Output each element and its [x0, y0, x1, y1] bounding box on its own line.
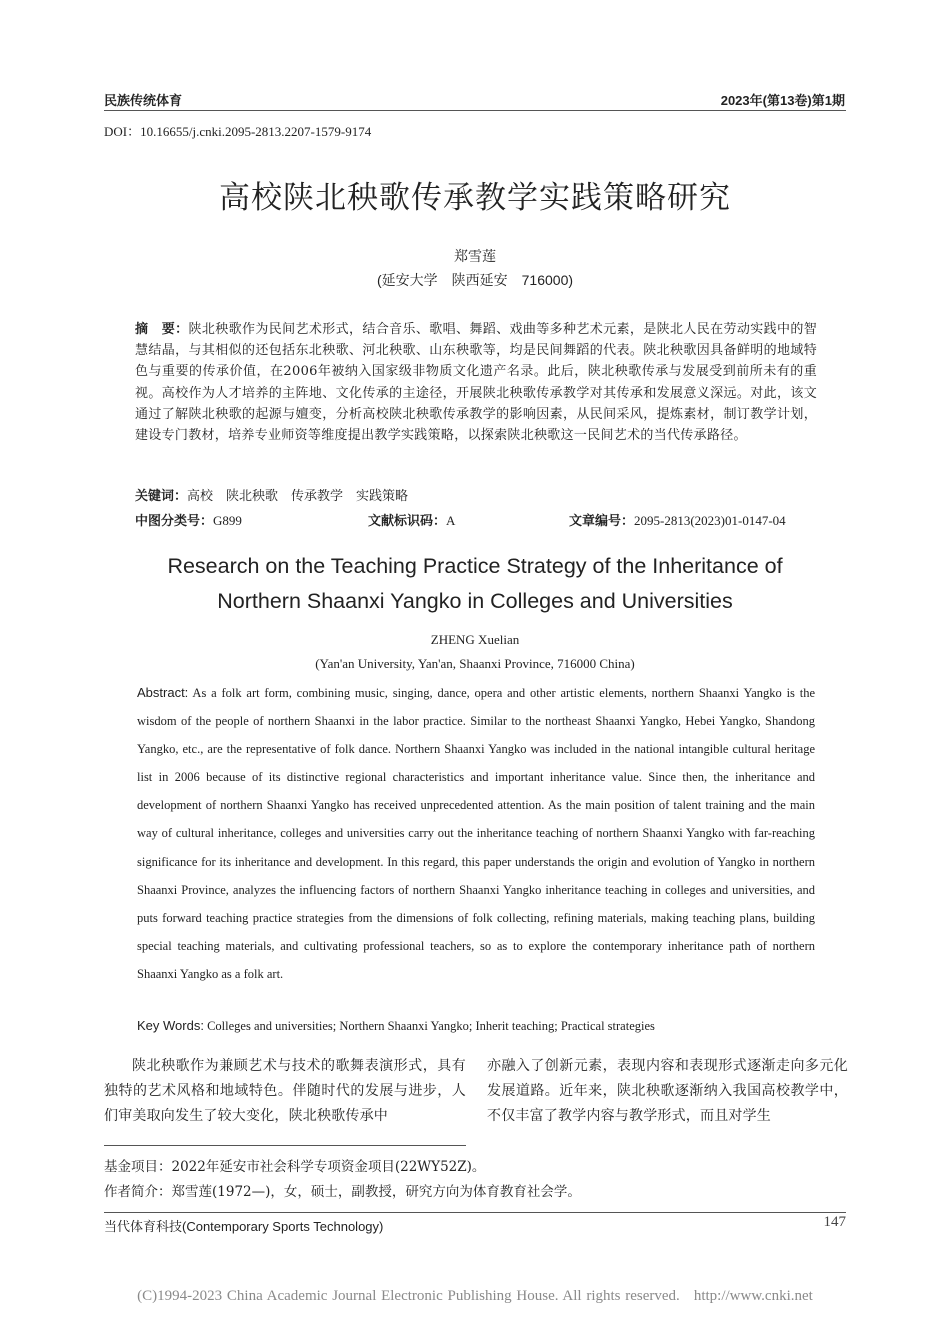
doi: DOI：10.16655/j.cnki.2095-2813.2207-1579-9174	[104, 124, 372, 139]
keywords-en-label: Key Words:	[137, 1018, 204, 1033]
author-bio-footnote: 作者简介：郑雪莲(1972—)，女，硕士，副教授，研究方向为体育教育社会学。	[104, 1184, 581, 1200]
fund-footnote: 基金项目：2022年延安市社会科学专项资金项目(22WY52Z)。	[104, 1159, 486, 1175]
keywords-zh-text: 高校 陕北秧歌 传承教学 实践策略	[187, 489, 409, 504]
affiliation-postcode: 716000	[521, 272, 569, 288]
header-rule	[104, 110, 846, 111]
abstract-zh-text: 陕北秧歌作为民间艺术形式，结合音乐、歌唱、舞蹈、戏曲等多种艺术元素，是陕北人民在劳动实践中的智慧结晶，与其相似的还包括东北秧歌、河北秧歌、山东秧歌等，均是民间舞蹈的代表。陕北秧歌因具备鲜明的地域特色与重要的传承价值，在2006年被纳入国家级非物质文化遗产名录。此后，陕北秧歌传承与发展受到前所未有的重视。高校作为人才培养的主阵地、文化传承的主途径，开展陕北秧歌传承教学对其传承和发展意义深远。对此，该文通过了解陕北秧歌的起源与嬗变，分析高校陕北秧歌传承教学的影响因素，从民间采风，提炼素材，制订教学计划，建设专门教材，培养专业师资等维度提出教学实践策略，以探索陕北秧歌这一民间艺术的当代传承路径。	[135, 322, 817, 444]
clc-number: 中图分类号：G899	[135, 513, 242, 528]
copyright-text: (C)1994-2023 China Academic Journal Electronic Publishing House. All rights reserved.	[137, 1288, 680, 1304]
abstract-en	[137, 679, 815, 988]
footer-journal: 当代体育科技(Contemporary Sports Technology)	[104, 1219, 384, 1234]
journal-name: 民族传统体育	[104, 93, 183, 108]
affiliation-en: (Yan'an University, Yan'an, Shaanxi Province, 716000 China)	[315, 656, 635, 671]
affiliation-institution: 延安大学	[381, 272, 438, 288]
page-number: 147	[823, 1214, 846, 1230]
body-column-right: 亦融入了创新元素，表现内容和表现形式逐渐走向多元化发展道路。近年来，陕北秧歌逐渐纳入我国高校教学中，不仅丰富了教学内容与教学形式，而且对学生	[487, 1058, 848, 1124]
affiliation-close: )	[568, 272, 574, 288]
author-zh: 郑雪莲	[454, 249, 496, 265]
body-column-left: 陕北秧歌作为兼顾艺术与技术的歌舞表演形式，具有独特的艺术风格和地域特色。伴随时代的发展与进步，人们审美取向发生了较大变化，陕北秧歌传承中	[104, 1058, 466, 1124]
title-zh: 高校陕北秧歌传承教学实践策略研究	[219, 180, 731, 216]
abstract-zh	[135, 318, 817, 446]
keywords-en	[137, 1018, 815, 1034]
title-en	[0, 549, 950, 619]
author-en: ZHENG Xuelian	[430, 632, 520, 647]
footnote-rule	[104, 1145, 466, 1146]
title-en-line2: Northern Shaanxi Yangko in Colleges and Universities	[217, 589, 733, 613]
issue-info: 2023年(第13卷)第1期	[720, 93, 845, 108]
keywords-zh	[135, 485, 817, 504]
keywords-zh-label: 关键词：	[135, 488, 188, 503]
abstract-zh-label: 摘 要：	[135, 321, 189, 336]
cnki-url[interactable]: http://www.cnki.net	[693, 1288, 813, 1304]
affiliation-open: (	[376, 272, 382, 288]
document-code: 文献标识码：A	[368, 513, 456, 528]
abstract-en-label: Abstract:	[137, 685, 189, 700]
copyright-notice	[0, 1288, 950, 1305]
abstract-en-text: As a folk art form, combining music, singing, dance, opera and other artistic elements, northern Shaanxi Yangko is the wisdom of the people of northern Shaanxi in the labor practice. Similar to the northeast Shaanxi Yangko, Hebei Yangko, Shandong Yangko, etc., are the representative of folk dance. Northern Shaanxi Yangko was included in the national intangible cultural heritage list in 2006 because of its distinctive regional characteristics and important inheritance value. Since then, the inheritance and development of northern Shaanxi Yangko has received unprecedented attention. As the main position of talent training and the main way of cultural inheritance, colleges and universities carry out the inheritance teaching of northern Shaanxi Yangko with far-reaching significance for its inheritance and development. In this regard, this paper understands the origin and evolution of Yangko in northern Shaanxi Province, analyzes the influencing factors of northern Shaanxi Yangko inheritance teaching in colleges and universities, and puts forward teaching practice strategies from the dimensions of folk collecting, refining materials, making teaching plans, building special teaching materials, and cultivating professional teachers, so as to explore the contemporary inheritance path of northern Shaanxi Yangko as a folk art.	[137, 686, 815, 981]
footer-rule	[104, 1212, 846, 1213]
title-en-line1: Research on the Teaching Practice Strategy of the Inheritance of	[167, 554, 783, 578]
article-number: 文章编号：2095-2813(2023)01-0147-04	[569, 513, 786, 528]
affiliation-zh	[0, 270, 950, 290]
affiliation-city: 陕西延安	[451, 272, 508, 288]
keywords-en-text: Colleges and universities; Northern Shaanxi Yangko; Inherit teaching; Practical strategies	[207, 1019, 655, 1033]
